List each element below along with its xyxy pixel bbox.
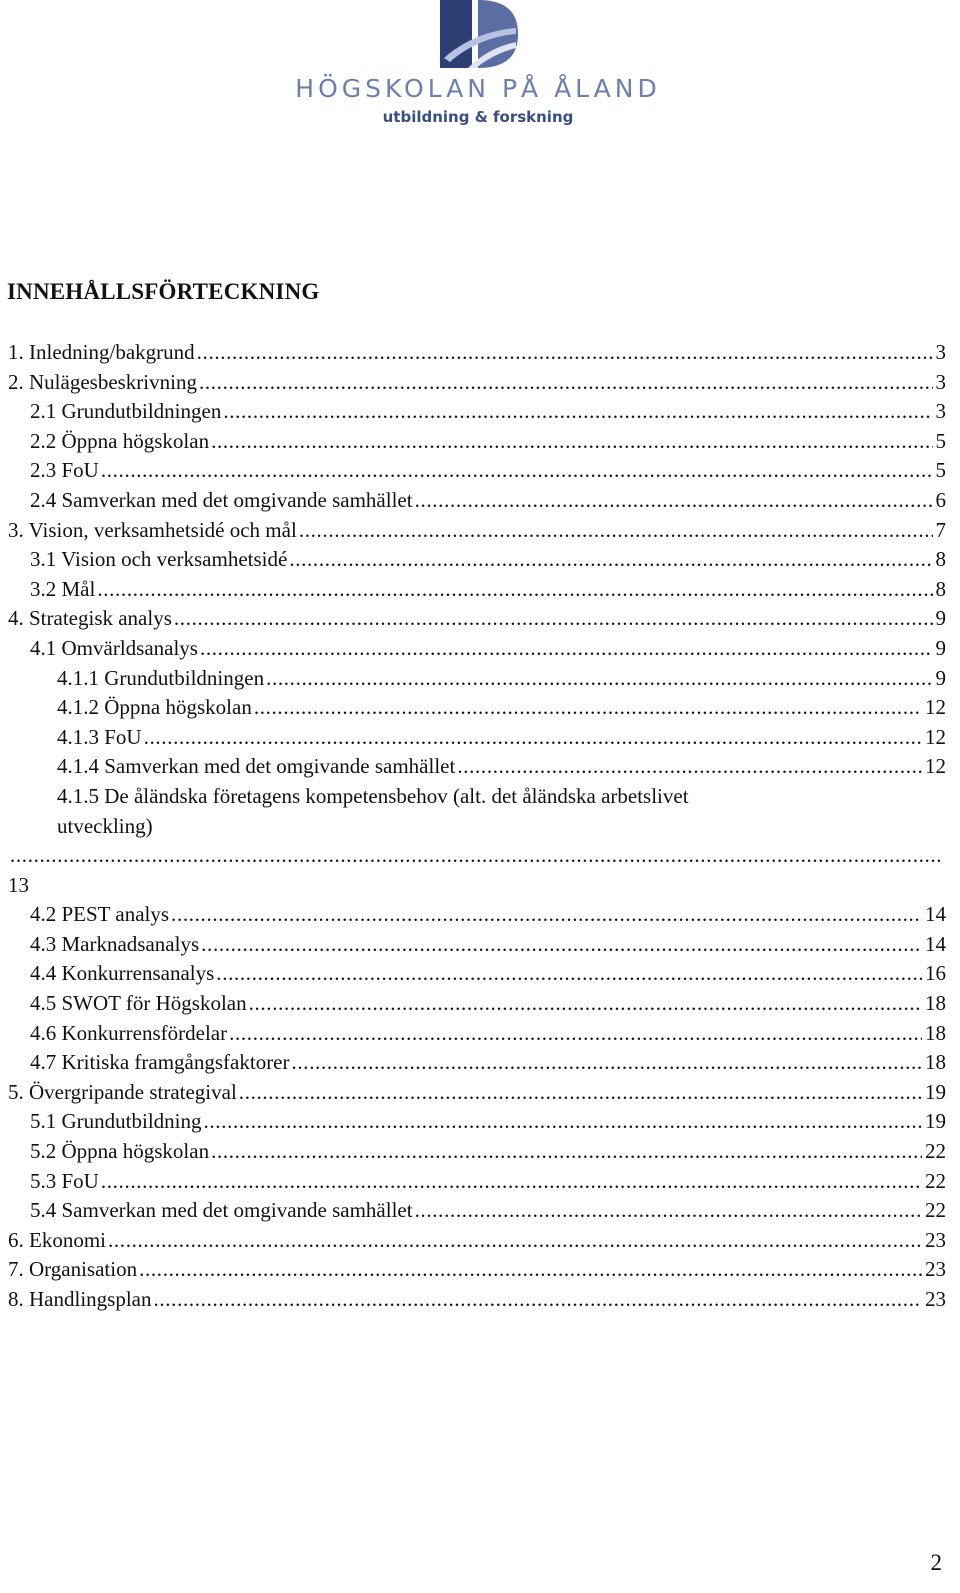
toc-entry[interactable] xyxy=(8,545,946,575)
toc-entry-page: 22 xyxy=(925,1168,946,1193)
toc-leader xyxy=(10,841,943,871)
toc-entry-page: 16 xyxy=(925,961,946,986)
toc-leader xyxy=(171,900,922,930)
toc-leader xyxy=(97,575,932,605)
toc-entry-page: 22 xyxy=(925,1198,946,1223)
toc-entry[interactable] xyxy=(8,1137,946,1167)
toc-entry-page: 6 xyxy=(935,487,946,512)
toc-entry-label: 4.1.5 De åländska företagens kompetensbehov (alt. det åländska arbetslivet xyxy=(57,783,689,808)
toc-entry[interactable] xyxy=(8,368,946,398)
toc-entry[interactable] xyxy=(8,930,946,960)
toc-entry-label: 2.3 FoU xyxy=(30,458,99,483)
toc-leader xyxy=(204,1107,923,1137)
toc-entry-label: 5.1 Grundutbildning xyxy=(30,1109,202,1134)
toc-entry-page: 19 xyxy=(925,1079,946,1104)
toc-entry[interactable] xyxy=(8,1196,946,1226)
toc-leader xyxy=(289,545,932,575)
toc-leader xyxy=(457,752,922,782)
toc-entry[interactable] xyxy=(8,604,946,634)
toc-entry[interactable] xyxy=(8,575,946,605)
toc-entry[interactable] xyxy=(8,782,946,900)
toc-entry-label: 4.2 PEST analys xyxy=(30,902,170,927)
toc-entry-page: 5 xyxy=(935,458,946,483)
toc-entry-label: 1. Inledning/bakgrund xyxy=(8,340,195,364)
toc-entry-page: 14 xyxy=(925,931,946,956)
toc-entry[interactable] xyxy=(8,427,946,457)
toc-entry-page: 7 xyxy=(935,517,946,542)
toc-entry-page: 3 xyxy=(935,369,946,394)
toc-entry-page: 12 xyxy=(925,754,946,779)
toc-leader xyxy=(266,664,932,694)
toc-entry-label: 4.1.2 Öppna högskolan xyxy=(57,695,252,720)
toc-entry[interactable] xyxy=(8,752,946,782)
toc-entry-label: 4.1.1 Grundutbildningen xyxy=(57,665,265,690)
toc-leader xyxy=(299,516,933,546)
toc-entry-page: 18 xyxy=(925,1020,946,1045)
toc-entry-label: 8. Handlingsplan xyxy=(8,1287,152,1311)
toc-leader xyxy=(249,989,922,1019)
toc-leader xyxy=(211,1137,922,1167)
toc-entry-page: 9 xyxy=(935,606,946,631)
toc-entry[interactable] xyxy=(8,1019,946,1049)
toc-leader xyxy=(415,1196,922,1226)
toc-entry-label: 5.3 FoU xyxy=(30,1168,99,1193)
toc-entry[interactable] xyxy=(8,486,946,516)
toc-entry-page: 18 xyxy=(925,991,946,1016)
toc-entry[interactable] xyxy=(8,397,946,427)
toc-entry-label: 4.7 Kritiska framgångsfaktorer xyxy=(30,1050,290,1075)
toc-leader xyxy=(153,1285,922,1315)
toc-entry-page: 22 xyxy=(925,1139,946,1164)
toc-entry-label: 2. Nulägesbeskrivning xyxy=(8,369,197,394)
toc-leader xyxy=(292,1048,923,1078)
toc-entry[interactable] xyxy=(8,693,946,723)
toc-leader xyxy=(101,1167,922,1197)
toc-title: INNEHÅLLSFÖRTECKNING xyxy=(7,279,320,304)
toc-entry-label: 4.3 Marknadsanalys xyxy=(30,931,200,956)
page-number: 2 xyxy=(930,1550,942,1575)
toc-entry[interactable] xyxy=(8,959,946,989)
toc-entry[interactable] xyxy=(8,1255,946,1285)
toc-entry[interactable] xyxy=(8,723,946,753)
toc-entry-label: 4.1.4 Samverkan med det omgivande samhället xyxy=(57,754,456,779)
toc-leader xyxy=(201,930,922,960)
toc-entry-page: 8 xyxy=(935,547,946,572)
toc-entry[interactable] xyxy=(8,900,946,930)
toc-entry-page: 12 xyxy=(925,724,946,749)
toc-leader xyxy=(144,723,922,753)
toc-entry-label: 4.1 Omvärldsanalys xyxy=(30,635,198,660)
toc-entry-page: 8 xyxy=(935,576,946,601)
toc-entry-label: 2.4 Samverkan med det omgivande samhället xyxy=(30,487,413,512)
toc-leader xyxy=(101,456,933,486)
toc-entry-page: 9 xyxy=(935,665,946,690)
toc-entry-page: 23 xyxy=(925,1257,946,1282)
toc-entry-page: 9 xyxy=(935,635,946,660)
logo-name: HÖGSKOLAN PÅ ÅLAND xyxy=(295,74,661,103)
toc-entry[interactable] xyxy=(8,989,946,1019)
toc-entry-page: 12 xyxy=(925,695,946,720)
toc-leader xyxy=(216,959,922,989)
toc-entry[interactable] xyxy=(8,1226,946,1256)
toc-leader xyxy=(239,1078,922,1108)
toc-entry-label: 3.1 Vision och verksamhetsidé xyxy=(30,547,288,572)
toc-entry[interactable] xyxy=(8,1107,946,1137)
toc-entry-page: 18 xyxy=(925,1050,946,1075)
toc-entry-page: 23 xyxy=(925,1287,946,1311)
toc-entry[interactable] xyxy=(8,634,946,664)
toc-entry[interactable] xyxy=(8,338,946,368)
toc-leader xyxy=(108,1226,922,1256)
logo-emblem-icon xyxy=(438,0,518,68)
toc-entry-label: 4.4 Konkurrensanalys xyxy=(30,961,215,986)
toc-leader xyxy=(174,604,933,634)
toc-entry[interactable] xyxy=(8,664,946,694)
toc-entry-label: 4.5 SWOT för Högskolan xyxy=(30,991,247,1016)
toc-entry[interactable] xyxy=(8,1285,946,1315)
toc-entry-page: 19 xyxy=(925,1109,946,1134)
toc-entry-label: 5.4 Samverkan med det omgivande samhället xyxy=(30,1198,413,1223)
toc-entry[interactable] xyxy=(8,1078,946,1108)
toc-entry-page: 3 xyxy=(935,399,946,424)
toc-entry-page: 23 xyxy=(925,1227,946,1252)
logo-tagline: utbildning & forskning xyxy=(382,108,574,126)
toc-leader xyxy=(223,397,932,427)
toc-leader xyxy=(254,693,922,723)
table-of-contents xyxy=(8,338,946,1315)
toc-leader xyxy=(415,486,933,516)
toc-entry-label: 4.6 Konkurrensfördelar xyxy=(30,1020,228,1045)
toc-entry[interactable] xyxy=(8,516,946,546)
toc-entry-label: 7. Organisation xyxy=(8,1257,138,1282)
toc-entry-label-continued: utveckling) xyxy=(57,813,153,838)
toc-entry-label: 5.2 Öppna högskolan xyxy=(30,1139,210,1164)
toc-entry[interactable] xyxy=(8,1167,946,1197)
toc-leader xyxy=(211,427,932,457)
toc-entry-label: 4. Strategisk analys xyxy=(8,606,172,631)
logo xyxy=(228,0,728,140)
toc-entry-page: 13 xyxy=(8,872,29,897)
toc-leader xyxy=(139,1255,922,1285)
toc-entry[interactable] xyxy=(8,1048,946,1078)
toc-entry-label: 3. Vision, verksamhetsidé och mål xyxy=(8,517,297,542)
toc-entry-label: 5. Övergripande strategival xyxy=(8,1079,237,1104)
toc-leader xyxy=(229,1019,922,1049)
toc-entry-label: 2.2 Öppna högskolan xyxy=(30,428,210,453)
toc-entry-page: 3 xyxy=(935,340,946,364)
toc-leader xyxy=(200,634,933,664)
toc-entry-label: 3.2 Mål xyxy=(30,576,96,601)
toc-leader xyxy=(199,368,933,398)
toc-entry-label: 2.1 Grundutbildningen xyxy=(30,399,222,424)
toc-entry[interactable] xyxy=(8,456,946,486)
toc-entry-page: 5 xyxy=(935,428,946,453)
toc-entry-page: 14 xyxy=(925,902,946,927)
toc-entry-label: 4.1.3 FoU xyxy=(57,724,142,749)
toc-leader xyxy=(197,338,933,368)
toc-entry-label: 6. Ekonomi xyxy=(8,1227,106,1252)
